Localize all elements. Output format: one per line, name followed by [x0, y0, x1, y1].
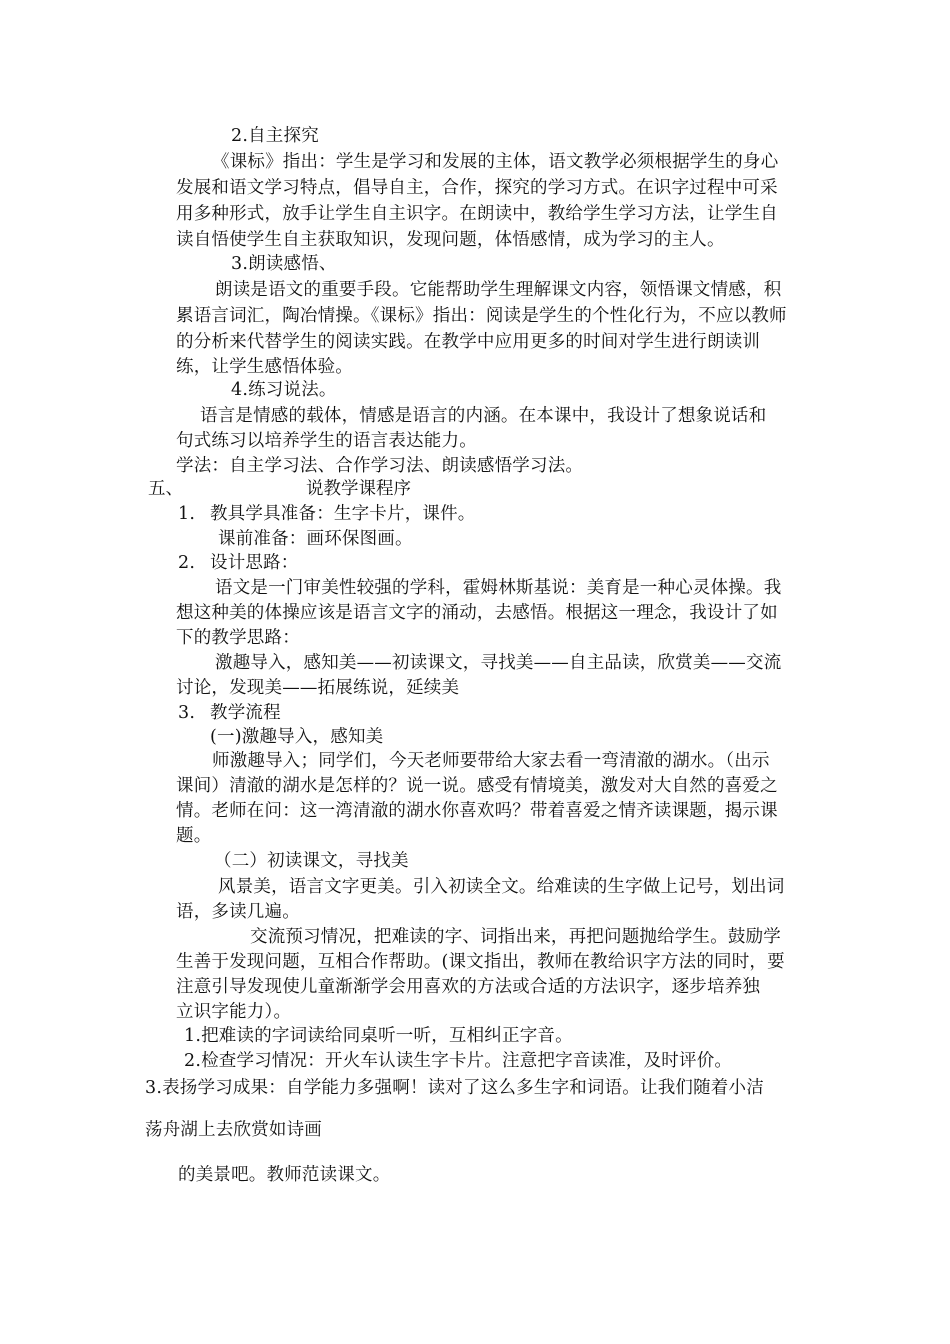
paragraph-line: 读自悟使学生自主获取知识，发现问题，体悟感情，成为学习的主人。 [176, 230, 725, 250]
paragraph-line: 用多种形式，放手让学生自主识字。在朗读中，教给学生学习方法，让学生自 [176, 204, 778, 224]
learning-methods: 学法：自主学习法、合作学习法、朗读感悟学习法。 [176, 456, 584, 476]
paragraph-line: 交流预习情况，把难读的字、词指出来，再把问题抛给学生。鼓励学 [250, 927, 781, 947]
paragraph-line: 风景美，语言文字更美。引入初读全文。给难读的生字做上记号，划出词 [218, 877, 785, 897]
section-heading-reading: 3.朗读感悟、 [231, 254, 337, 274]
section-heading-speaking: 4.练习说法。 [231, 380, 337, 400]
step-heading: （二）初读课文，寻找美 [214, 851, 409, 871]
paragraph-line: 想这种美的体操应该是语言文字的涌动，去感悟。根据这一理念，我设计了如 [176, 603, 778, 623]
item-number: 2. [178, 553, 196, 573]
paragraph-line: 立识字能力）。 [176, 1002, 292, 1022]
list-item-continuation: 荡舟湖上去欣赏如诗画 [145, 1120, 322, 1140]
list-item: 2.检查学习情况：开火车认读生字卡片。注意把字音读准，及时评价。 [184, 1051, 733, 1071]
item-text: 教具学具准备：生字卡片，课件。 [210, 504, 476, 524]
list-item-continuation: 的美景吧。教师范读课文。 [178, 1165, 391, 1185]
teaching-flow-line: 激趣导入，感知美——初读课文，寻找美——自主品读，欣赏美——交流 [215, 653, 782, 673]
part-number: 五、 [148, 479, 183, 499]
paragraph-line: 语文是一门审美性较强的学科，霍姆林斯基说：美育是一种心灵体操。我 [215, 578, 782, 598]
list-item: 1.把难读的字词读给同桌听一听，互相纠正字音。 [184, 1026, 573, 1046]
paragraph-line: 累语言词汇，陶冶情操。《课标》指出：阅读是学生的个性化行为，不应以教师 [176, 306, 787, 326]
item-text: 设计思路： [210, 553, 299, 573]
item-number: 3. [178, 703, 196, 723]
paragraph-line: 情。老师在问：这一湾清澈的湖水你喜欢吗？带着喜爱之情齐读课题，揭示课 [176, 801, 778, 821]
section-heading-self-inquiry: 2.自主探究 [231, 126, 319, 146]
paragraph-line: 句式练习以培养学生的语言表达能力。 [176, 431, 477, 451]
paragraph-line: 课间）清澈的湖水是怎样的？说一说。感受有情境美，激发对大自然的喜爱之 [176, 776, 778, 796]
list-item: 3.表扬学习成果：自学能力多强啊！读对了这么多生字和词语。让我们随着小洁 [145, 1078, 764, 1098]
item-number: 1. [178, 504, 196, 524]
paragraph-line: 注意引导发现使儿童渐渐学会用喜欢的方法或合适的方法识字，逐步培养独 [176, 977, 761, 997]
paragraph-line: 题。 [176, 826, 212, 846]
step-heading: (一)激趣导入，感知美 [210, 727, 384, 747]
paragraph-line: 语，多读几遍。 [176, 902, 300, 922]
paragraph-line: 朗读是语文的重要手段。它能帮助学生理解课文内容，领悟课文情感，积 [215, 280, 782, 300]
teaching-flow-line: 讨论，发现美——拓展练说，延续美 [176, 678, 460, 698]
paragraph-line: 下的教学思路： [176, 628, 300, 648]
paragraph-line: 生善于发现问题，互相合作帮助。(课文指出，教师在教给识字方法的同时，要 [176, 952, 785, 972]
paragraph-line: 发展和语文学习特点，倡导自主，合作，探究的学习方式。在识字过程中可采 [176, 178, 778, 198]
paragraph-line: 的分析来代替学生的阅读实践。在教学中应用更多的时间对学生进行朗读训 [176, 332, 761, 352]
part-title: 说教学课程序 [306, 479, 411, 499]
paragraph-line: 练，让学生感悟体验。 [176, 357, 353, 377]
item-subtext: 课前准备：画环保图画。 [218, 529, 413, 549]
paragraph-line: 师激趣导入；同学们，今天老师要带给大家去看一弯清澈的湖水。（出示 [212, 751, 770, 771]
paragraph-line: 《课标》指出：学生是学习和发展的主体，语文教学必须根据学生的身心 [212, 152, 779, 172]
paragraph-line: 语言是情感的载体，情感是语言的内涵。在本课中，我设计了想象说话和 [200, 406, 767, 426]
item-text: 教学流程 [210, 703, 281, 723]
